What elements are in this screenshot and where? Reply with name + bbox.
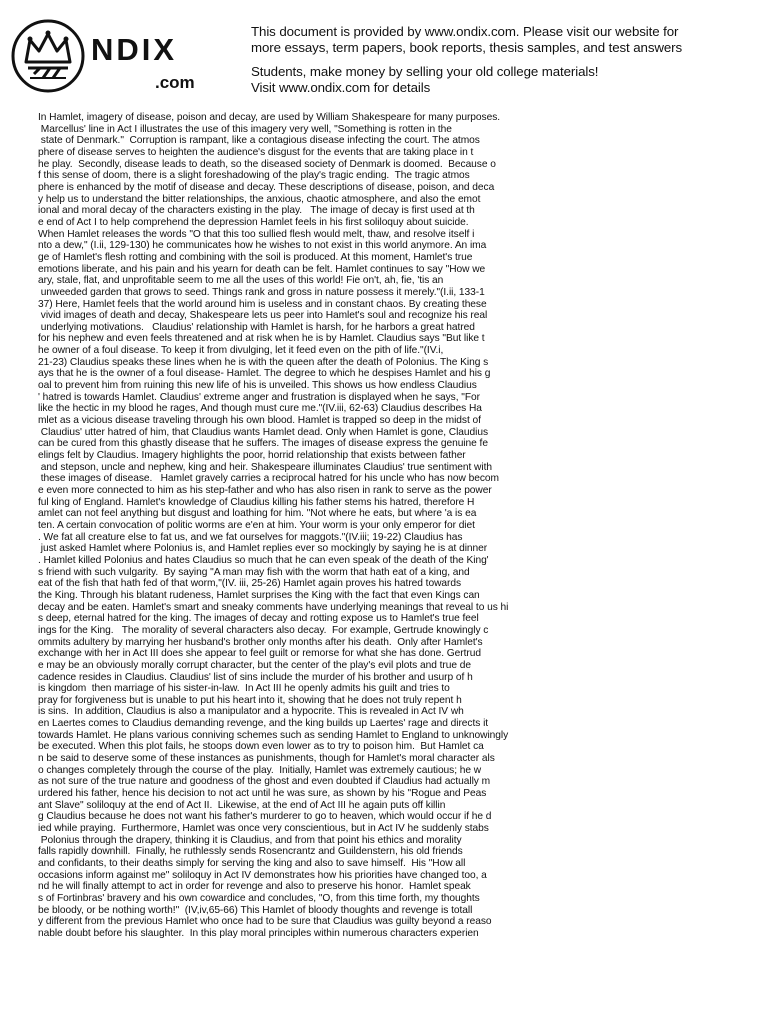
essay-line: oal to prevent him from ruining this new life of his is unveiled. This shows us how endless Claudius [38, 380, 477, 392]
essay-line: g Claudius because he does not want his father's murderer to go to heaven, which would occur if he d [38, 811, 492, 823]
essay-line: 21-23) Claudius speaks these lines when he is with the queen after the death of Polonius. The King s [38, 356, 489, 368]
essay-line: ommits adultery by marrying her husband's brother only months after his death. Only after Hamlet's [38, 636, 483, 648]
promo-spacer [251, 56, 763, 64]
essay-line: e may be an obviously morally corrupt character, but the center of the play's evil plots and true de [38, 659, 471, 671]
essay-line: for his nephew and even feels threatened and at risk when he is by Hamlet. Claudius says "But like t [38, 333, 485, 345]
logo-wordmark: NDIX [91, 32, 178, 67]
essay-line: f this sense of doom, there is a slight foreshadowing of the play's tragic ending. The tragic atmos [38, 170, 470, 182]
essay-line: en Laertes comes to Claudius demanding revenge, and the king builds up Laertes' rage and directs it [38, 718, 489, 730]
essay-line: mlet as a vicious disease traveling through his own blood. Hamlet is trapped so deep in the midst of [38, 415, 481, 427]
essay-line: vivid images of death and decay, Shakespeare lets us peer into Hamlet's soul and recognize his real [38, 310, 488, 322]
essay-line: elings felt by Claudius. Imagery highlights the poor, horrid relationship that exists between father [38, 450, 466, 462]
essay-line: ful king of England. Hamlet's knowledge of Claudius killing his father stems his hatred, therefore H [38, 496, 475, 508]
essay-line: pray for forgiveness but is unable to put his heart into it, showing that he does not truly repent h [38, 694, 462, 706]
essay-line: e even more connected to him as his step-father and who has also risen in rank to serve as the power [38, 485, 492, 496]
essay-line: y different from the previous Hamlet who once had to be sure that Claudius was guilty beyond a reaso [38, 916, 492, 928]
essay-line: occasions inform against me" soliloquy in Act IV demonstrates how his priorities have changed too, a [38, 869, 487, 881]
essay-line: ied while praying. Furthermore, Hamlet was once very conscientious, but in Act IV he suddenly stabs [38, 823, 489, 835]
essay-line: amlet can not feel anything but disgust and loathing for him. "Not where he eats, but where 'a is ea [38, 508, 477, 520]
essay-line: When Hamlet releases the words "O that this too sullied flesh would melt, thaw, and resolve itself i [38, 228, 475, 240]
essay-line: ings for the King. The morality of several characters also decay. For example, Gertrude knowingly c [38, 624, 489, 636]
essay-line: can be cured from this ghastly disease that he suffers. The images of disease express the genuine fe [38, 438, 488, 450]
essay-line: n be said to deserve some of these instances as punishments, though for Hamlet's moral character als [38, 753, 495, 765]
promo-line-4[interactable]: Visit www.ondix.com for details [251, 80, 431, 95]
essay-line: In Hamlet, imagery of disease, poison and decay, are used by William Shakespeare for many purposes. [38, 112, 501, 123]
essay-line: ary, stale, flat, and unprofitable seem to me all the uses of this world! Fie on't, ah, fie, 'tis an [38, 275, 444, 287]
essay-line: o changes completely through the course of the play. Initially, Hamlet was extremely cautious; he w [38, 764, 482, 776]
essay-line: ' hatred is towards Hamlet. Claudius' extreme anger and frustration is displayed when he says, "For [38, 391, 480, 403]
essay-line: Marcellus' line in Act I illustrates the use of this imagery very well, "Something is rotten in the [38, 123, 452, 135]
essay-line: the King. Through his blatant rudeness, Hamlet surprises the King with the fact that even Kings can [38, 589, 480, 601]
essay-line: nto a dew," (I.ii, 129-130) he communicates how he wishes to not exist in this world anymore. An ima [38, 240, 487, 252]
essay-body [38, 112, 764, 940]
essay-line: exchange with her in Act III does she appear to feel guilt or remorse for what she has done. Gertrud [38, 648, 481, 660]
essay-line: unweeded garden that grows to seed. Things rank and gross in nature possess it merely."(I.ii, 133-1 [38, 286, 485, 298]
ondix-logo[interactable] [10, 18, 232, 96]
logo-domain: .com [155, 73, 195, 92]
essay-line: as not sure of the true nature and goodness of the ghost and even doubted if Claudius had actually m [38, 776, 491, 788]
essay-line: emotions liberate, and his pain and his yearn for death can be felt. Hamlet continues to say "How we [38, 263, 486, 275]
essay-line: Polonius through the drapery, thinking it is Claudius, and from that point his ethics and morality [38, 834, 462, 846]
essay-line: ant Slave" soliloquy at the end of Act II. Likewise, at the end of Act III he again puts off killin [38, 799, 446, 811]
essay-line: state of Denmark." Corruption is rampant, like a contagious disease infecting the court. The atmos [38, 135, 480, 147]
promo-block [251, 24, 763, 96]
crown-logo-icon [10, 18, 86, 94]
essay-line: and stepson, uncle and nephew, king and heir. Shakespeare illuminates Claudius' true sentiment with [38, 461, 492, 473]
essay-line: he play. Secondly, disease leads to death, so the diseased society of Denmark is doomed. Because o [38, 158, 496, 170]
essay-line: cadence resides in Claudius. Claudius' list of sins include the murder of his brother and usurp of h [38, 671, 473, 683]
essay-line: ays that he is the owner of a foul disease- Hamlet. The degree to which he despises Hamlet and his g [38, 368, 491, 380]
essay-line: like the hectic in my blood he rages, And though must cure me."(IV.iii, 62-63) Claudius describes Ha [38, 403, 482, 415]
essay-line: s of Fortinbras' bravery and his own cowardice and concludes, "O, from this time forth, my thoughts [38, 892, 480, 904]
essay-line: underlying motivations. Claudius' relationship with Hamlet is harsh, for he harbors a great hatred [38, 321, 475, 333]
essay-line: y help us to understand the bitter relationships, the anxious, chaotic atmosphere, and also the emot [38, 193, 481, 205]
essay-line: decay and be eaten. Hamlet's smart and sneaky comments have underlying meanings that reveal to us hi [38, 601, 509, 613]
essay-line: phere of disease serves to heighten the audience's disgust for the events that are taking place in t [38, 146, 474, 158]
essay-line: ional and moral decay of the characters existing in the play. The image of decay is first used at th [38, 205, 475, 217]
essay-line: and confidants, to their deaths simply for serving the king and also to save himself. His "How all [38, 858, 466, 869]
essay-line: . We fat all creature else to fat us, and we fat ourselves for maggots."(IV.iii; 19-22) Claudius has [38, 531, 463, 543]
essay-line: . Hamlet killed Polonius and hates Claudius so much that he can even speak of the death of the King' [38, 554, 489, 566]
essay-line: these images of disease. Hamlet gravely carries a reciprocal hatred for his uncle who has now becom [38, 473, 499, 485]
essay-line: nable doubt before his slaughter. In this play moral principles within numerous characters experien [38, 927, 479, 939]
essay-line: s deep, eternal hatred for the king. The images of decay and rotting expose us to Hamlet's true feel [38, 613, 479, 625]
essay-line: be executed. When this plot fails, he stoops down even lower as to try to poison him. But Hamlet ca [38, 741, 484, 753]
essay-line: nd he will finally attempt to act in order for revenge and also to preserve his honor. Hamlet speak [38, 881, 471, 893]
essay-line: he owner of a foul disease. To keep it from divulging, let it feed even on the pith of life."(IV.i, [38, 345, 444, 357]
essay-line: falls rapidly downhill. Finally, he ruthlessly sends Rosencrantz and Guildenstern, his old friends [38, 846, 463, 858]
essay-line: urdered his father, hence his decision to not act until he was sure, as shown by his "Rogue and Peas [38, 788, 487, 800]
promo-line-2: more essays, term papers, book reports, thesis samples, and test answers [251, 40, 683, 55]
essay-line: ge of Hamlet's flesh rotting and combining with the soil is produced. At this moment, Hamlet's true [38, 251, 473, 263]
essay-line: ten. A certain convocation of politic worms are e'en at him. Your worm is your only emperor for diet [38, 519, 475, 531]
promo-line-3: Students, make money by selling your old college materials! [251, 64, 599, 79]
essay-line: s friend with such vulgarity. By saying "A man may fish with the worm that hath eat of a king, and [38, 566, 470, 578]
page-header [0, 0, 768, 110]
essay-line: eat of the fish that hath fed of that worm,"(IV. iii, 25-26) Hamlet again proves his hatred towards [38, 578, 461, 590]
essay-line: just asked Hamlet where Polonius is, and Hamlet replies ever so mockingly by saying he is at dinner [38, 543, 488, 555]
essay-line: phere is enhanced by the motif of disease and decay. These descriptions of disease, poison, and deca [38, 181, 495, 193]
essay-line: is kingdom then marriage of his sister-in-law. In Act III he openly admits his guilt and tries to [38, 683, 450, 695]
essay-line: is sins. In addition, Claudius is also a manipulator and a hypocrite. This is revealed in Act IV wh [38, 706, 464, 718]
promo-line-1: This document is provided by www.ondix.com. Please visit our website for [251, 24, 679, 39]
essay-line: towards Hamlet. He plans various conniving schemes such as sending Hamlet to England to unknowingly [38, 729, 509, 741]
essay-line: 37) Here, Hamlet feels that the world around him is useless and in constant chaos. By creating these [38, 298, 487, 310]
essay-line: be bloody, or be nothing worth!" (IV,iv,65-66) This Hamlet of bloody thoughts and revenge is totall [38, 904, 473, 916]
essay-line: Claudius' utter hatred of him, that Claudius wants Hamlet dead. Only when Hamlet is gone, Claudius [38, 426, 489, 438]
essay-line: e end of Act I to help comprehend the depression Hamlet feels in his first soliloquy about suicide. [38, 216, 469, 228]
